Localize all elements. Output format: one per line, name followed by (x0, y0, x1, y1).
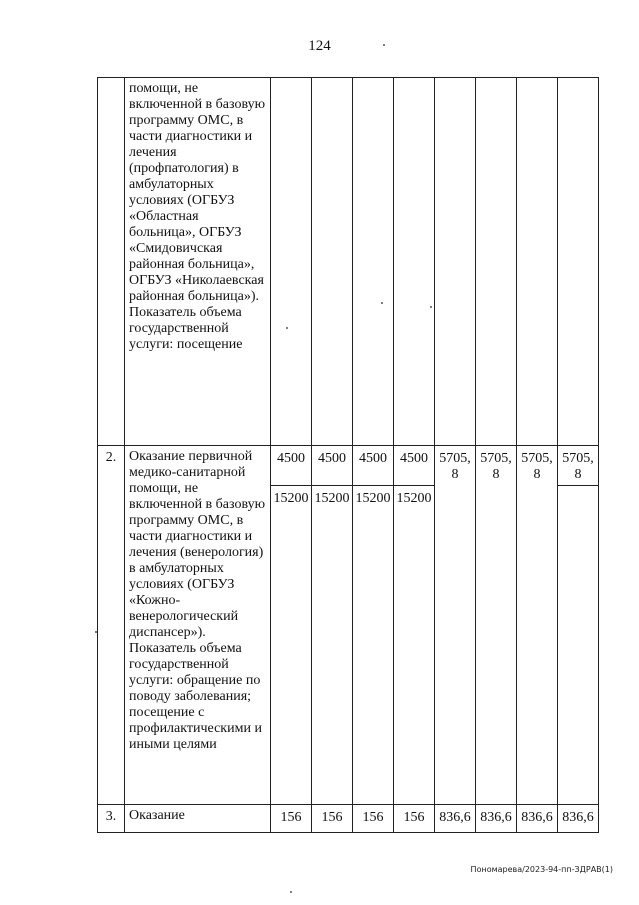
value-cell (435, 78, 476, 446)
value-cell: 836,6 (435, 805, 476, 833)
value-cell (271, 78, 312, 446)
value-cell: 836,6 (476, 805, 517, 833)
page-number: 124 (308, 38, 331, 54)
table-row (98, 805, 599, 833)
value-cell: 4500 (353, 446, 394, 486)
document-footer-code: Пономарева/2023-94-пп-ЗДРАВ(1) (470, 865, 613, 874)
value-cell: 836,6 (558, 805, 599, 833)
value-cell: 156 (312, 805, 353, 833)
services-table (97, 77, 599, 833)
value-cell: 156 (394, 805, 435, 833)
value-cell: 4500 (394, 446, 435, 486)
scan-speck (290, 891, 292, 893)
value-cell: 5705,8 (517, 446, 558, 805)
value-cell (312, 78, 353, 446)
value-cell: 5705,8 (476, 446, 517, 805)
row-number: 2. (98, 446, 125, 805)
scan-speck (383, 44, 385, 46)
service-description: помощи, не включенной в базовую программу ОМС, в части диагностики и лечения (профпатология) в амбулаторных условиях (ОГБУЗ «Областная больница», ОГБУЗ «Смидовичская районная больница», ОГБУЗ «Николаевская районная больница»). Показатель объема государственной услуги: посещение (125, 78, 271, 446)
row-number (98, 78, 125, 446)
value-cell: 836,6 (517, 805, 558, 833)
value-cell: 156 (353, 805, 394, 833)
value-cell: 5705,8 (558, 446, 599, 486)
value-cell: 15200 (353, 486, 394, 805)
value-cell (353, 78, 394, 446)
value-cell (517, 78, 558, 446)
value-cell: 156 (271, 805, 312, 833)
value-cell: 4500 (271, 446, 312, 486)
service-description: Оказание первичной медико-санитарной помощи, не включенной в базовую программу ОМС, в части диагностики и лечения (венерология) в амбулаторных условиях (ОГБУЗ «Кожно-венерологический диспансер»). Показатель объема государственной услуги: обращение по поводу заболевания; посещение с профилактическими и иными целями (125, 446, 271, 805)
value-cell: 15200 (312, 486, 353, 805)
value-cell (394, 78, 435, 446)
value-cell (476, 78, 517, 446)
value-cell: 4500 (312, 446, 353, 486)
value-cell: 15200 (271, 486, 312, 805)
value-cell: 15200 (394, 486, 435, 805)
empty-cell (558, 486, 599, 805)
table-row (98, 78, 599, 446)
row-number: 3. (98, 805, 125, 833)
service-description: Оказание (125, 805, 271, 833)
value-cell: 5705,8 (435, 446, 476, 805)
value-cell (558, 78, 599, 446)
table-row (98, 446, 599, 486)
